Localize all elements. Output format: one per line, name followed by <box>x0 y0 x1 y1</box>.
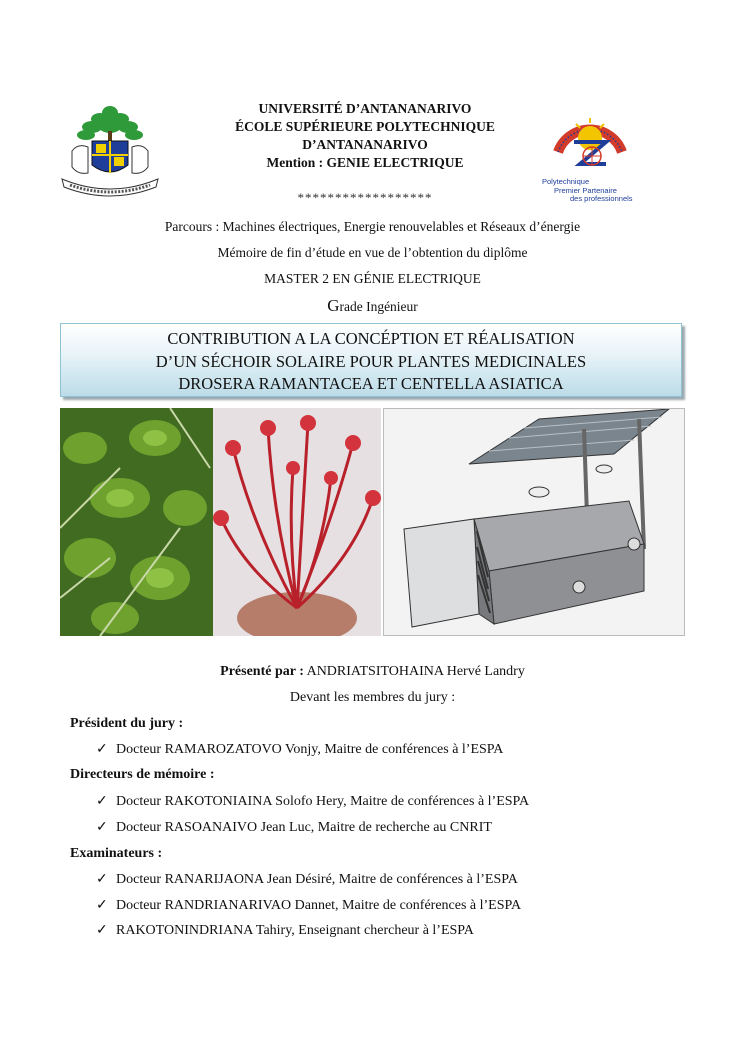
check-icon: ✓ <box>96 794 108 809</box>
university-header <box>200 100 530 172</box>
president-label: Président du jury : <box>70 716 184 731</box>
memoire-line: Mémoire de fin d’étude en vue de l’obtention du diplôme <box>217 245 528 260</box>
separator-stars: ****************** <box>297 190 433 205</box>
polytechnique-logo <box>540 92 640 204</box>
logo-caption-1: Polytechnique <box>542 177 590 186</box>
logo-caption-2: Premier Partenaire <box>554 185 617 195</box>
presented-label: Présenté par : <box>220 664 304 679</box>
check-icon: ✓ <box>96 898 108 913</box>
solar-dryer-drawing <box>383 408 685 636</box>
check-icon: ✓ <box>96 923 108 938</box>
check-icon: ✓ <box>96 820 108 835</box>
university-name: UNIVERSITÉ D’ANTANANARIVO <box>258 101 472 116</box>
diploma: MASTER 2 EN GÉNIE ELECTRIQUE <box>264 271 481 286</box>
list-item: ✓ Docteur RAKOTONIAINA Solofo Hery, Maitre de conférences à l’ESPA <box>96 794 530 809</box>
photo-strip <box>60 408 685 636</box>
grade-initial: G <box>327 296 340 315</box>
parcours: Parcours : Machines électriques, Energie renouvelables et Réseaux d’énergie <box>164 219 581 234</box>
list-item: ✓ Docteur RAMAROZATOVO Vonjy, Maitre de conférences à l’ESPA <box>96 742 504 757</box>
directeurs-label: Directeurs de mémoire : <box>70 767 215 782</box>
check-icon: ✓ <box>96 872 108 887</box>
school-name: ÉCOLE SUPÉRIEURE POLYTECHNIQUE <box>235 119 495 134</box>
centella-photo <box>60 408 213 636</box>
school-city: D’ANTANANARIVO <box>302 137 428 152</box>
grade <box>60 296 685 316</box>
list-item: ✓ Docteur RASOANAIVO Jean Luc, Maitre de recherche au CNRIT <box>96 820 492 835</box>
university-logo <box>58 95 162 200</box>
title-line-2: D’UN SÉCHOIR SOLAIRE POUR PLANTES MEDICINALES <box>155 351 587 371</box>
grade-rest: rade Ingénieur <box>339 299 418 314</box>
list-item: ✓ Docteur RANARIJAONA Jean Désiré, Maitre de conférences à l’ESPA <box>96 872 518 887</box>
logo-caption-3: des professionnels <box>570 194 633 203</box>
examinateurs-label: Examinateurs : <box>70 846 163 861</box>
thesis-title <box>60 323 682 397</box>
presented-by <box>60 664 685 680</box>
author-name: ANDRIATSITOHAINA Hervé Landry <box>303 664 525 679</box>
check-icon: ✓ <box>96 742 108 757</box>
list-item: ✓ Docteur RANDRIANARIVAO Dannet, Maitre de conférences à l’ESPA <box>96 898 522 913</box>
drosera-photo <box>213 408 381 636</box>
mention: Mention : GENIE ELECTRIQUE <box>266 155 464 170</box>
title-line-3: DROSERA RAMANTACEA ET CENTELLA ASIATICA <box>178 374 564 393</box>
list-item: ✓ RAKOTONINDRIANA Tahiry, Enseignant chercheur à l’ESPA <box>96 923 474 938</box>
title-line-1: CONTRIBUTION A LA CONCÉPTION ET RÉALISATION <box>167 329 575 348</box>
jury-intro: Devant les membres du jury : <box>289 690 456 705</box>
